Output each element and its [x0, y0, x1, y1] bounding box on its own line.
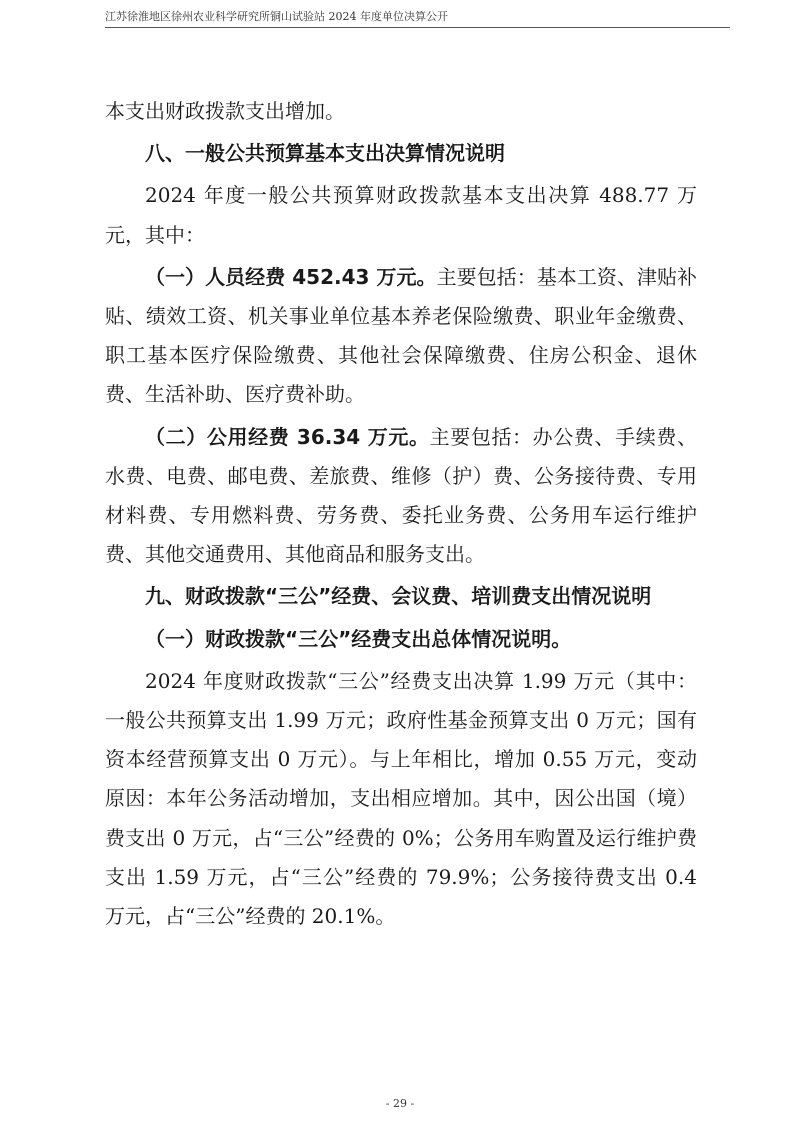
section-heading-9: 九、财政拨款“三公”经费、会议费、培训费支出情况说明: [145, 584, 652, 609]
paragraph-personnel-expenses: [105, 258, 697, 415]
header-divider: [105, 27, 730, 28]
paragraph-basic-expenditure: 2024 年度一般公共预算财政拨款基本支出决算 488.77 万元，其中：: [105, 183, 697, 247]
public-expenses-lead: （二）公用经费 36.34 万元。: [145, 424, 430, 449]
personnel-expenses-lead: （一）人员经费 452.43 万元。: [145, 264, 437, 289]
page-number: - 29 -: [385, 1097, 415, 1110]
paragraph-three-public-expenses: 2024 年度财政拨款“三公”经费支出决算 1.99 万元（其中：一般公共预算支出 1.99 万元；政府性基金预算支出 0 万元；国有资本经营预算支出 0 万元）。与上年相比，增加 0.55 万元，变动原因：本年公务活动增加，支出相应增加。其中，因公出国（境）费支出 0 万元，占“三公”经费的 0%；公务用车购置及运行维护费支出 1.59 万元，占“三公”经费的 79.9%；公务接待费支出 0.4 万元，占“三公”经费的 20.1%。: [105, 668, 697, 929]
document-body: [105, 92, 697, 936]
personnel-expenses-detail: 主要包括：基本工资、津贴补贴、绩效工资、机关事业单位基本养老保险缴费、职业年金缴费、职工基本医疗保险缴费、其他社会保障缴费、住房公积金、退休费、生活补助、医疗费补助。: [105, 264, 698, 407]
page-header: 江苏徐淮地区徐州农业科学研究所铜山试验站 2024 年度单位决算公开: [105, 10, 448, 23]
section-heading-8: 八、一般公共预算基本支出决算情况说明: [145, 141, 505, 166]
public-expenses-detail: 主要包括：办公费、手续费、水费、电费、邮电费、差旅费、维修（护）费、公务接待费、专用材料费、专用燃料费、劳务费、委托业务费、公务用车运行维护费、其他交通费用、其他商品和服务支出。: [105, 424, 697, 567]
subsection-heading-9-1: （一）财政拨款“三公”经费支出总体情况说明。: [145, 626, 572, 651]
paragraph-public-expenses: [105, 418, 697, 575]
paragraph-continuation: 本支出财政拨款支出增加。: [105, 99, 345, 123]
